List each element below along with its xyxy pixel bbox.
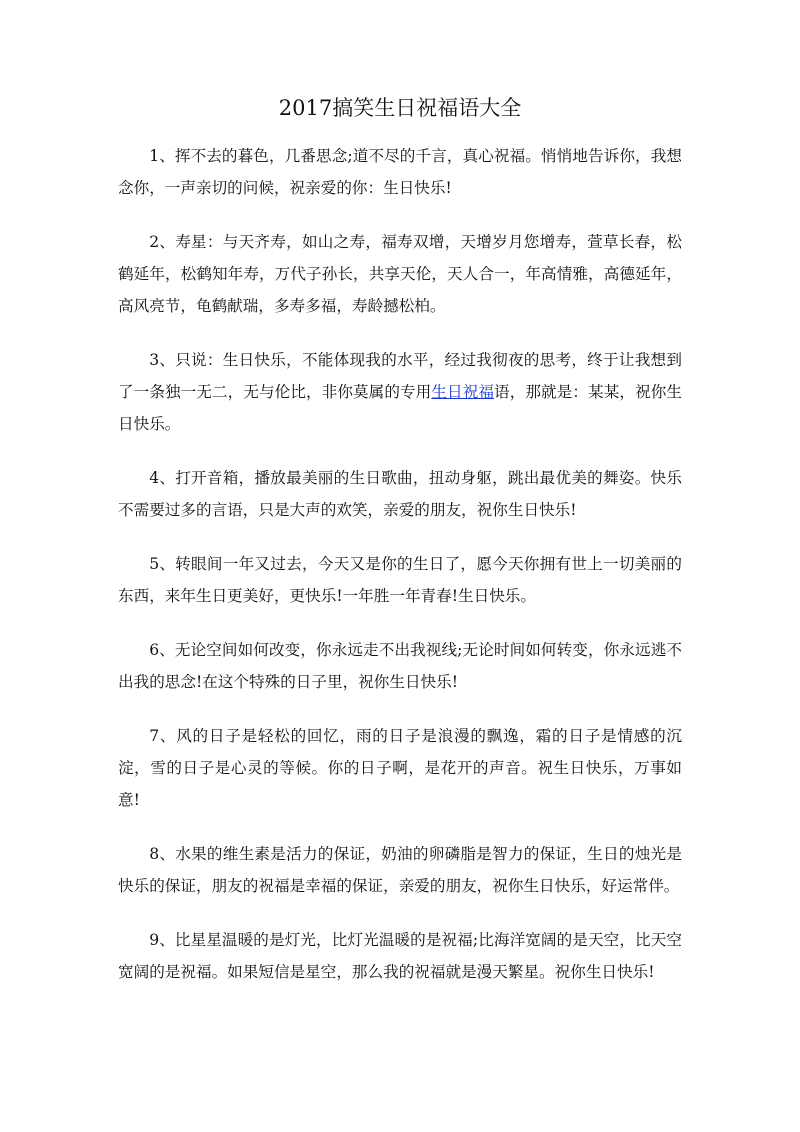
paragraph-3 [118,344,682,440]
document-title: 2017搞笑生日祝福语大全 [278,96,522,120]
paragraph-4: 4、打开音箱，播放最美丽的生日歌曲，扭动身躯，跳出最优美的舞姿。快乐不需要过多的言语，只是大声的欢笑，亲爱的朋友，祝你生日快乐! [118,469,682,519]
paragraph-6: 6、无论空间如何改变，你永远走不出我视线;无论时间如何转变，你永远逃不出我的思念!在这个特殊的日子里，祝你生日快乐! [118,641,682,691]
paragraph-2: 2、寿星：与天齐寿，如山之寿，福寿双增，天增岁月您增寿，萱草长春，松鹤延年，松鹤知年寿，万代子孙长，共享天伦，天人合一，年高情雅，高德延年，高风亮节，龟鹤献瑞，多寿多福，寿龄撼松柏。 [118,233,682,315]
paragraph-8: 8、水果的维生素是活力的保证，奶油的卵磷脂是智力的保证，生日的烛光是快乐的保证，朋友的祝福是幸福的保证，亲爱的朋友，祝你生日快乐，好运常伴。 [118,845,682,895]
paragraph-3-text-after: 语，那就是：某某，祝你生日快乐。 [118,383,682,433]
paragraph-7: 7、风的日子是轻松的回忆，雨的日子是浪漫的飘逸，霜的日子是情感的沉淀，雪的日子是心灵的等候。你的日子啊，是花开的声音。祝生日快乐，万事如意! [118,727,682,809]
paragraph-9: 9、比星星温暖的是灯光，比灯光温暖的是祝福;比海洋宽阔的是天空，比天空宽阔的是祝福。如果短信是星空，那么我的祝福就是漫天繁星。祝你生日快乐! [118,931,682,981]
paragraph-1: 1、挥不去的暮色，几番思念;道不尽的千言，真心祝福。悄悄地告诉你，我想念你，一声亲切的问候，祝亲爱的你：生日快乐! [118,147,682,197]
paragraph-5: 5、转眼间一年又过去，今天又是你的生日了，愿今天你拥有世上一切美丽的东西，来年生日更美好，更快乐!一年胜一年青春!生日快乐。 [118,555,682,605]
birthday-wishes-link[interactable]: 生日祝福 [431,383,495,401]
paragraph-3-text-before: 3、只说：生日快乐，不能体现我的水平，经过我彻夜的思考，终于让我想到了一条独一无二，无与伦比，非你莫属的专用 [118,351,682,401]
